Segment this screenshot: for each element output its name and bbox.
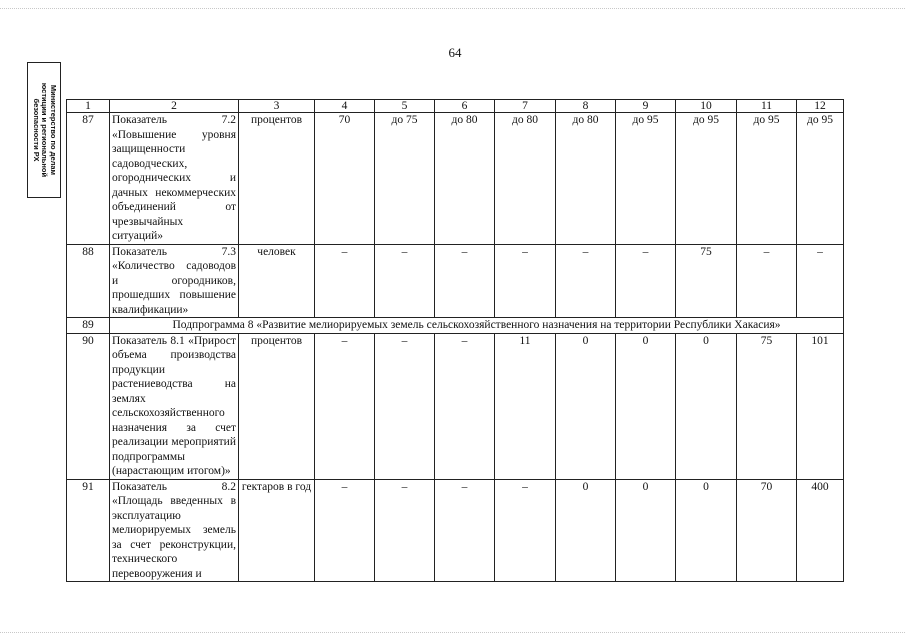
column-header: 12 [797, 100, 844, 113]
column-header: 4 [315, 100, 375, 113]
value-cell: – [495, 244, 556, 318]
table-row [67, 479, 844, 582]
indicators-table [66, 99, 844, 582]
column-header: 11 [737, 100, 797, 113]
value-cell: 11 [495, 333, 556, 479]
subprogram-row [67, 318, 844, 334]
value-cell: – [435, 333, 495, 479]
page-number: 64 [448, 45, 462, 60]
column-header: 1 [67, 100, 110, 113]
value-cell: – [375, 333, 435, 479]
value-cell: 400 [797, 479, 844, 582]
table-row [67, 244, 844, 318]
value-cell: – [315, 333, 375, 479]
table-row [67, 333, 844, 479]
value-cell: – [435, 244, 495, 318]
row-number: 90 [67, 333, 110, 479]
unit-cell: процентов [239, 113, 315, 245]
row-number: 88 [67, 244, 110, 318]
value-cell: до 80 [495, 113, 556, 245]
value-cell: до 80 [556, 113, 616, 245]
value-cell: – [375, 479, 435, 582]
value-cell: 70 [315, 113, 375, 245]
value-cell: – [616, 244, 676, 318]
stamp-text: Министерство по делам юстиции и региональной безопасности РХ [31, 82, 58, 178]
value-cell: 0 [676, 479, 737, 582]
value-cell: до 80 [435, 113, 495, 245]
value-cell: – [495, 479, 556, 582]
unit-cell: процентов [239, 333, 315, 479]
value-cell: 0 [616, 479, 676, 582]
value-cell: 0 [556, 333, 616, 479]
value-cell: до 95 [737, 113, 797, 245]
value-cell: 0 [676, 333, 737, 479]
value-cell: – [737, 244, 797, 318]
column-header: 6 [435, 100, 495, 113]
column-header: 10 [676, 100, 737, 113]
header-row [67, 100, 844, 113]
column-header: 9 [616, 100, 676, 113]
column-header: 3 [239, 100, 315, 113]
row-number: 91 [67, 479, 110, 582]
subprogram-title: Подпрограмма 8 «Развитие мелиорируемых земель сельскохозяйственного назначения на территории Республики Хакасия» [110, 318, 844, 334]
value-cell: 0 [556, 479, 616, 582]
value-cell: 75 [737, 333, 797, 479]
value-cell: – [315, 479, 375, 582]
value-cell: – [315, 244, 375, 318]
value-cell: – [435, 479, 495, 582]
value-cell: 70 [737, 479, 797, 582]
value-cell: 0 [616, 333, 676, 479]
scan-noise-top [0, 8, 905, 10]
indicator-name: Показатель 8.1 «Прирост объема производства продукции растениеводства на землях сельскохозяйственного назначения за счет реализации мероприятий подпрограммы (нарастающим итогом)» [110, 333, 239, 479]
value-cell: 75 [676, 244, 737, 318]
column-header: 7 [495, 100, 556, 113]
value-cell: – [797, 244, 844, 318]
value-cell: до 95 [797, 113, 844, 245]
value-cell: до 95 [616, 113, 676, 245]
value-cell: – [375, 244, 435, 318]
indicator-name: Показатель 8.2 «Площадь введенных в эксплуатацию мелиорируемых земель за счет реконструкции, технического перевооружения и [110, 479, 239, 582]
unit-cell: человек [239, 244, 315, 318]
value-cell: 101 [797, 333, 844, 479]
value-cell: – [556, 244, 616, 318]
indicator-name: Показатель 7.2 «Повышение уровня защищенности садоводческих, огороднических и дачных некоммерческих объединений от чрезвычайных ситуаций» [110, 113, 239, 245]
row-number: 87 [67, 113, 110, 245]
column-header: 5 [375, 100, 435, 113]
value-cell: до 75 [375, 113, 435, 245]
value-cell: до 95 [676, 113, 737, 245]
row-number: 89 [67, 318, 110, 334]
unit-cell: гектаров в год [239, 479, 315, 582]
column-header: 2 [110, 100, 239, 113]
table-row [67, 113, 844, 245]
indicator-name: Показатель 7.3 «Количество садоводов и огородников, прошедших повышение квалификации» [110, 244, 239, 318]
registration-stamp [27, 62, 61, 198]
scan-noise-bottom [0, 632, 905, 634]
column-header: 8 [556, 100, 616, 113]
